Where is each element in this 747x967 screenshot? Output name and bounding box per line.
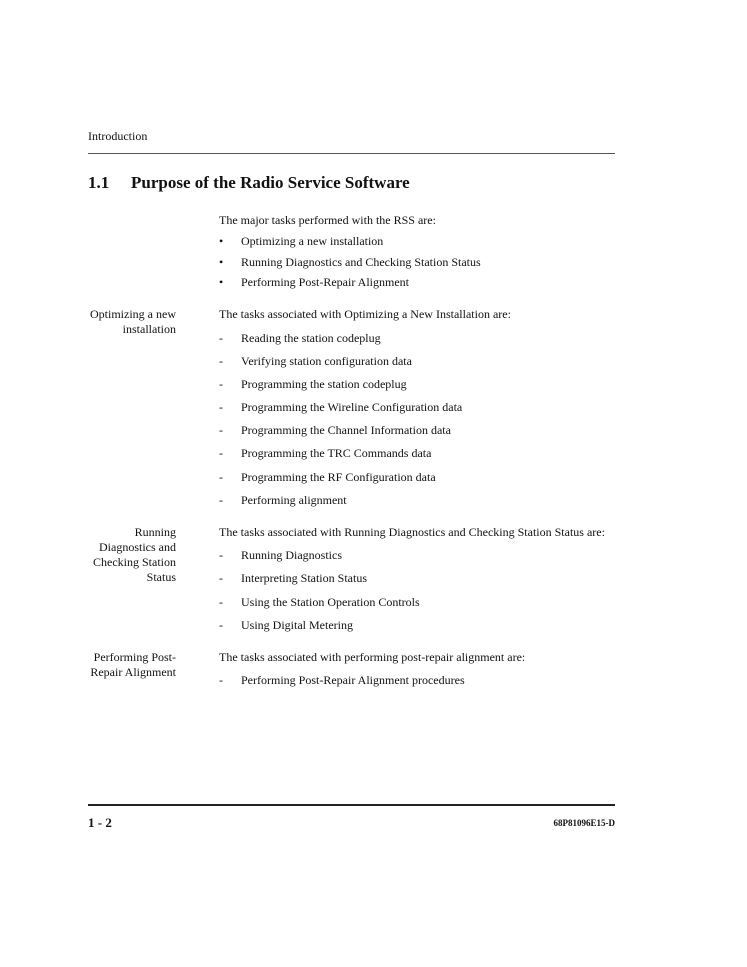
side-heading-line: Optimizing a new xyxy=(90,307,176,321)
overview-intro: The major tasks performed with the RSS are: xyxy=(219,213,436,227)
dash-mark: - xyxy=(219,331,223,345)
dash-mark: - xyxy=(219,571,223,585)
dash-mark: - xyxy=(219,673,223,687)
side-heading-line: Running xyxy=(134,525,176,539)
list-item-text: Programming the station codeplug xyxy=(241,377,407,391)
side-heading-line: Performing Post- xyxy=(93,650,176,664)
document-number: 68P81096E15-D xyxy=(553,818,615,828)
block-intro: The tasks associated with performing post-repair alignment are: xyxy=(219,650,526,664)
side-heading-post-repair xyxy=(60,650,176,680)
dash-mark: - xyxy=(219,446,223,460)
side-heading-line: installation xyxy=(122,322,176,336)
side-heading-line: Status xyxy=(146,570,176,584)
list-item-text: Running Diagnostics xyxy=(241,548,342,562)
side-heading-optimizing xyxy=(60,307,176,337)
bullet-mark: • xyxy=(219,255,224,269)
list-item-text: Using the Station Operation Controls xyxy=(241,595,420,609)
list-item-text: Reading the station codeplug xyxy=(241,331,381,345)
list-item-text: Optimizing a new installation xyxy=(241,234,384,248)
dash-mark: - xyxy=(219,595,223,609)
side-heading-line: Repair Alignment xyxy=(90,665,176,679)
dash-mark: - xyxy=(219,400,223,414)
bullet-mark: • xyxy=(219,275,224,289)
list-item-text: Programming the RF Configuration data xyxy=(241,470,436,484)
list-item-text: Programming the TRC Commands data xyxy=(241,446,432,460)
list-item-text: Programming the Wireline Configuration data xyxy=(241,400,463,414)
dash-mark: - xyxy=(219,423,223,437)
block-intro: The tasks associated with Optimizing a New Installation are: xyxy=(219,307,511,321)
dash-mark: - xyxy=(219,354,223,368)
footer-rule xyxy=(88,804,615,806)
dash-mark: - xyxy=(219,470,223,484)
bullet-mark: • xyxy=(219,234,224,248)
side-heading-diagnostics xyxy=(60,525,176,585)
running-header: Introduction xyxy=(88,129,148,143)
list-item-text: Using Digital Metering xyxy=(241,618,353,632)
side-heading-line: Diagnostics and xyxy=(99,540,176,554)
dash-mark: - xyxy=(219,493,223,507)
list-item-text: Performing alignment xyxy=(241,493,347,507)
list-item-text: Performing Post-Repair Alignment xyxy=(241,275,409,289)
section-number: 1.1 xyxy=(88,173,110,192)
dash-mark: - xyxy=(219,548,223,562)
list-item-text: Running Diagnostics and Checking Station Status xyxy=(241,255,481,269)
list-item-text: Performing Post-Repair Alignment procedures xyxy=(241,673,465,687)
list-item-text: Verifying station configuration data xyxy=(241,354,412,368)
side-heading-line: Checking Station xyxy=(93,555,176,569)
list-item-text: Programming the Channel Information data xyxy=(241,423,451,437)
dash-mark: - xyxy=(219,377,223,391)
page-number: 1 - 2 xyxy=(88,815,112,830)
section-title: Purpose of the Radio Service Software xyxy=(131,173,410,192)
list-item-text: Interpreting Station Status xyxy=(241,571,367,585)
header-rule xyxy=(88,153,615,154)
block-intro: The tasks associated with Running Diagnostics and Checking Station Status are: xyxy=(219,525,605,539)
dash-mark: - xyxy=(219,618,223,632)
